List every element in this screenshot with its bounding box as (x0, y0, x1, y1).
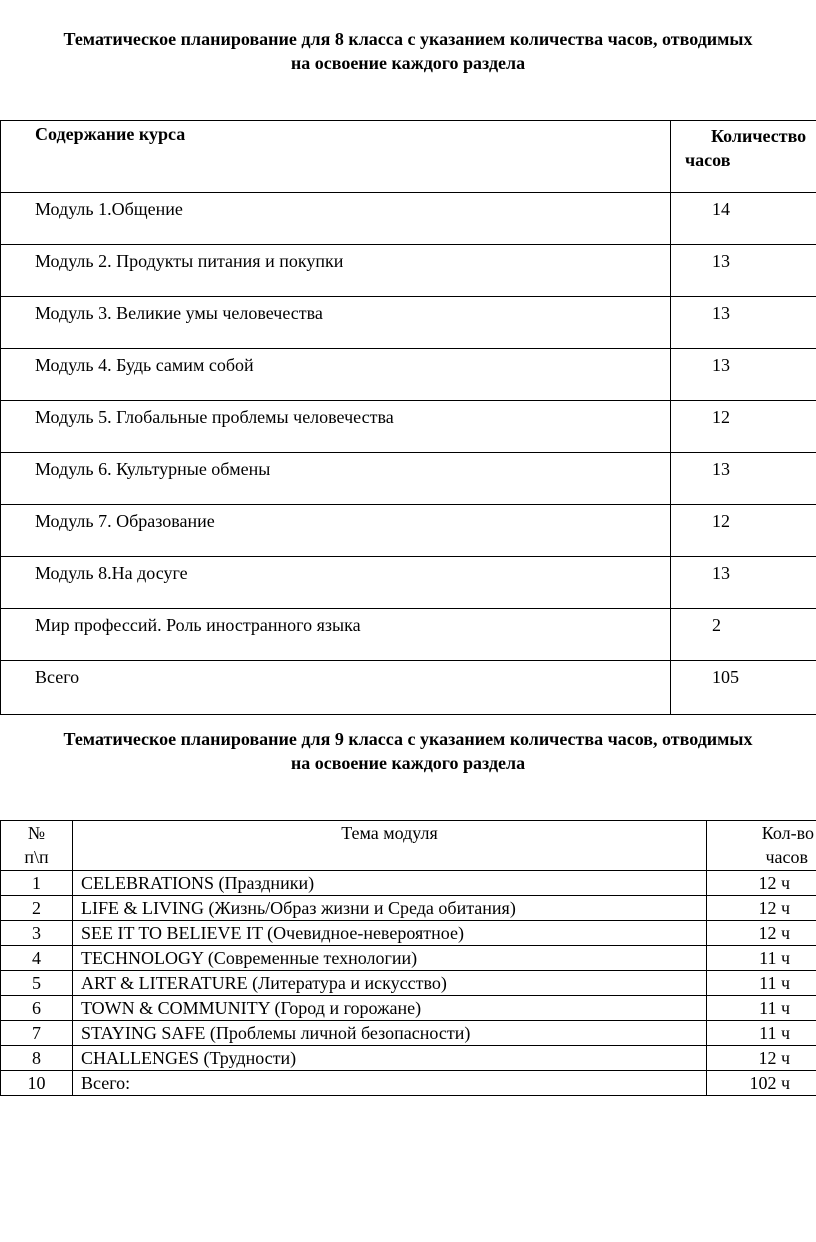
row-number: 7 (1, 1021, 73, 1046)
table-row (1, 871, 816, 896)
module-hours: 12 (671, 505, 816, 557)
header-hours-line2: часов (685, 150, 731, 170)
table-row (1, 971, 816, 996)
table-header-row (1, 821, 816, 871)
table-row (1, 609, 816, 661)
module-name: Модуль 4. Будь самим собой (1, 349, 671, 401)
total-hours: 105 (671, 661, 816, 715)
table-row (1, 193, 816, 245)
row-number: 2 (1, 896, 73, 921)
row-topic: CHALLENGES (Трудности) (73, 1046, 707, 1071)
header-number-line1: № (27, 823, 46, 843)
grade9-heading (0, 727, 816, 775)
grade8-table (0, 120, 816, 715)
module-name: Модуль 5. Глобальные проблемы человечества (1, 401, 671, 453)
module-name: Модуль 1.Общение (1, 193, 671, 245)
module-name: Модуль 7. Образование (1, 505, 671, 557)
table-total-row (1, 661, 816, 715)
header-hours-line1: Количество (711, 126, 807, 146)
table-row (1, 996, 816, 1021)
table-row (1, 505, 816, 557)
row-number: 10 (1, 1071, 73, 1096)
table-row (1, 557, 816, 609)
module-hours: 14 (671, 193, 816, 245)
row-topic: SEE IT TO BELIEVE IT (Очевидное-невероятное) (73, 921, 707, 946)
row-number: 3 (1, 921, 73, 946)
table-row (1, 921, 816, 946)
module-hours: 2 (671, 609, 816, 661)
module-name: Модуль 6. Культурные обмены (1, 453, 671, 505)
header-content: Содержание курса (1, 121, 671, 193)
row-number: 6 (1, 996, 73, 1021)
grade8-heading-line1: Тематическое планирование для 8 класса с указанием количества часов, отводимых (63, 29, 753, 49)
row-number: 1 (1, 871, 73, 896)
row-number: 4 (1, 946, 73, 971)
row-topic: LIFE & LIVING (Жизнь/Образ жизни и Среда обитания) (73, 896, 707, 921)
total-label: Всего (1, 661, 671, 715)
module-name: Модуль 3. Великие умы человечества (1, 297, 671, 349)
header-hours-line2: часов (765, 847, 808, 867)
grade8-heading-line2: на освоение каждого раздела (290, 53, 526, 73)
header-number (1, 821, 73, 871)
row-hours: 11 ч (707, 946, 816, 971)
total-label: Всего: (73, 1071, 707, 1096)
table-row (1, 297, 816, 349)
table-row (1, 453, 816, 505)
table-row (1, 401, 816, 453)
module-hours: 13 (671, 453, 816, 505)
row-hours: 11 ч (707, 996, 816, 1021)
row-topic: TOWN & COMMUNITY (Город и горожане) (73, 996, 707, 1021)
row-number: 5 (1, 971, 73, 996)
module-name: Модуль 2. Продукты питания и покупки (1, 245, 671, 297)
module-name: Модуль 8.На досуге (1, 557, 671, 609)
row-topic: TECHNOLOGY (Современные технологии) (73, 946, 707, 971)
header-topic: Тема модуля (73, 821, 707, 871)
table-row (1, 946, 816, 971)
module-hours: 13 (671, 297, 816, 349)
row-hours: 12 ч (707, 921, 816, 946)
module-hours: 13 (671, 245, 816, 297)
grade9-heading-line1: Тематическое планирование для 9 класса с указанием количества часов, отводимых (63, 729, 753, 749)
module-name: Мир профессий. Роль иностранного языка (1, 609, 671, 661)
row-hours: 12 ч (707, 871, 816, 896)
grade9-table (0, 820, 816, 1096)
header-hours (671, 121, 816, 193)
table-row (1, 349, 816, 401)
row-hours: 12 ч (707, 1046, 816, 1071)
row-number: 8 (1, 1046, 73, 1071)
module-hours: 13 (671, 349, 816, 401)
row-hours: 11 ч (707, 971, 816, 996)
table-total-row (1, 1071, 816, 1096)
row-topic: STAYING SAFE (Проблемы личной безопасности) (73, 1021, 707, 1046)
module-hours: 12 (671, 401, 816, 453)
header-hours-line1: Кол-во (761, 823, 814, 843)
module-hours: 13 (671, 557, 816, 609)
row-hours: 12 ч (707, 896, 816, 921)
row-hours: 11 ч (707, 1021, 816, 1046)
table-row (1, 896, 816, 921)
table-row (1, 1021, 816, 1046)
total-hours: 102 ч (707, 1071, 816, 1096)
row-topic: ART & LITERATURE (Литература и искусство) (73, 971, 707, 996)
header-number-line2: п\п (24, 847, 49, 867)
grade8-heading (0, 27, 816, 75)
row-topic: CELEBRATIONS (Праздники) (73, 871, 707, 896)
grade9-heading-line2: на освоение каждого раздела (290, 753, 526, 773)
table-row (1, 1046, 816, 1071)
header-hours (707, 821, 816, 871)
table-header-row (1, 121, 816, 193)
table-row (1, 245, 816, 297)
